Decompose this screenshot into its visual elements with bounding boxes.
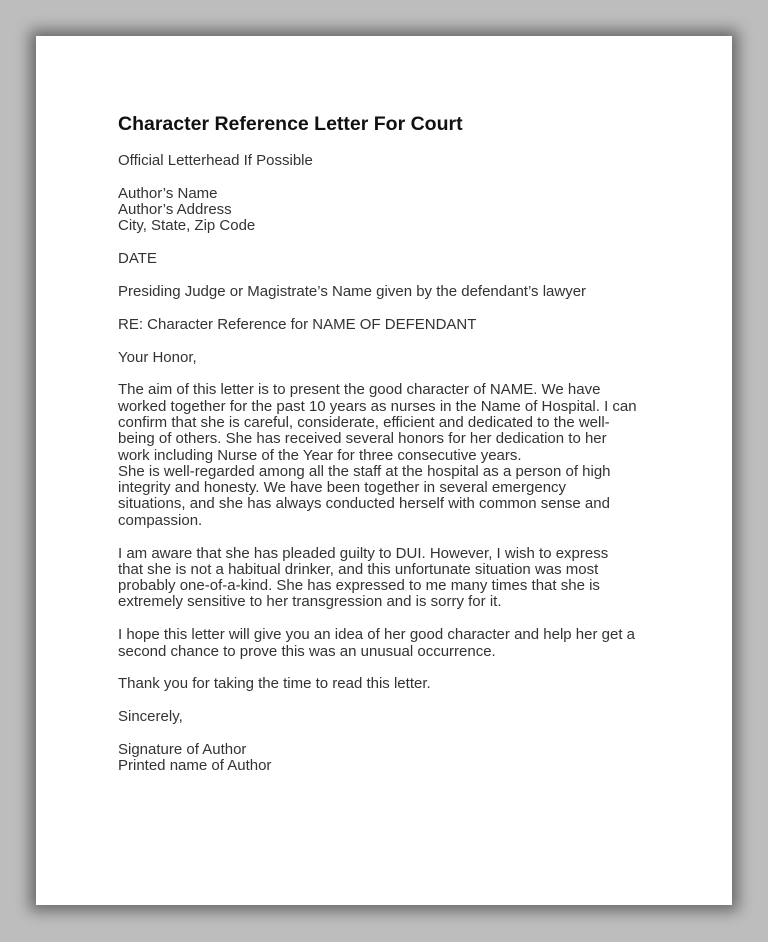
thanks-line (118, 676, 658, 692)
paragraph-line: that she is not a habitual drinker, and this unfortunate situation was most (118, 560, 599, 578)
paragraph-line: The aim of this letter is to present the good character of NAME. We have (118, 381, 601, 399)
body-paragraph-1 (118, 382, 658, 529)
document-page (36, 36, 732, 905)
author-block (118, 186, 658, 235)
paragraph-line: compassion. (118, 511, 203, 529)
body-paragraph-3 (118, 627, 658, 660)
paragraph-line: integrity and honesty. We have been together in several emergency (118, 479, 567, 497)
closing-line (118, 709, 658, 725)
printed-name-text: Printed name of Author (118, 757, 272, 775)
paragraph-line: extremely sensitive to her transgression and is sorry for it. (118, 593, 502, 611)
body-paragraph-2 (118, 546, 658, 611)
author-name: Author’s Name (118, 184, 218, 202)
paragraph-line: work including Nurse of the Year for three consecutive years. (118, 446, 522, 464)
paragraph-line: situations, and she has always conducted herself with common sense and (118, 495, 610, 513)
letter-content (118, 112, 658, 791)
paragraph-line: She is well-regarded among all the staff at the hospital as a person of high (118, 462, 611, 480)
paragraph-line: confirm that she is careful, considerate, efficient and dedicated to the well- (118, 413, 610, 431)
paragraph-line: I am aware that she has pleaded guilty to DUI. However, I wish to express (118, 544, 609, 562)
author-address: Author’s Address (118, 201, 232, 219)
author-city-state-zip: City, State, Zip Code (118, 217, 256, 235)
recipient-line (118, 284, 658, 300)
paragraph-line: worked together for the past 10 years as nurses in the Name of Hospital. I can (118, 397, 637, 415)
letterhead-text: Official Letterhead If Possible (118, 152, 313, 169)
signature-block (118, 742, 658, 775)
paragraph-line: probably one-of-a-kind. She has expressed to me many times that she is (118, 577, 600, 595)
re-line (118, 317, 658, 333)
salutation (118, 350, 658, 366)
document-title: Character Reference Letter For Court (118, 113, 463, 135)
paragraph-line: being of others. She has received several honors for her dedication to her (118, 430, 607, 448)
paragraph-line: I hope this letter will give you an idea of her good character and help her get a (118, 626, 635, 644)
paragraph-line: second chance to prove this was an unusual occurrence. (118, 642, 496, 660)
recipient-text: Presiding Judge or Magistrate’s Name given by the defendant’s lawyer (118, 282, 587, 300)
closing-text: Sincerely, (118, 708, 183, 726)
thanks-text: Thank you for taking the time to read this letter. (118, 675, 431, 693)
date-line (118, 251, 658, 267)
signature-text: Signature of Author (118, 740, 247, 758)
letterhead-note (118, 153, 658, 169)
salutation-text: Your Honor, (118, 348, 197, 366)
re-text: RE: Character Reference for NAME OF DEFENDANT (118, 315, 477, 333)
date-text: DATE (118, 250, 157, 268)
